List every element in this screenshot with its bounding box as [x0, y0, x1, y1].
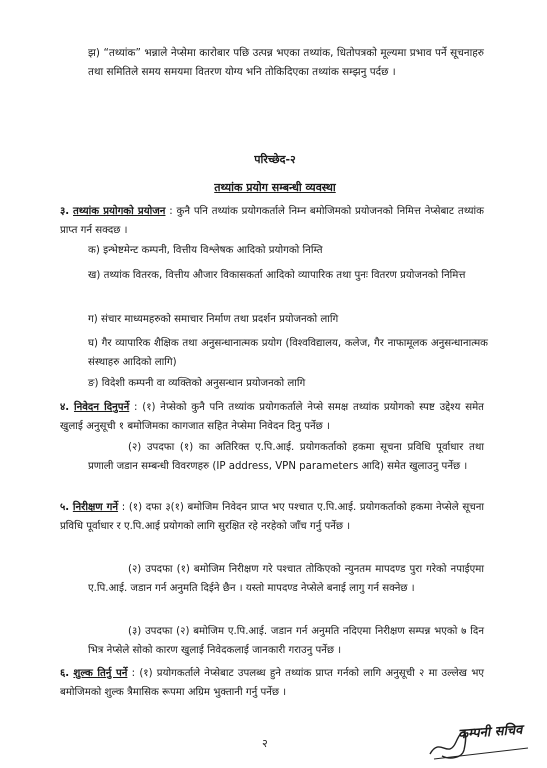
- clause-text: “तथ्यांक” भन्नाले नेप्सेमा कारोबार पछि उत्पन्न भएका तथ्यांक, धितोपत्रको मूल्यमा प्रभाव पर्ने सूचनाहरु तथा समितिले समय समयमा वितरण योग्य भनि तोकिदिएका तथ्यांक सम्झनु पर्दछ ।: [88, 47, 484, 78]
- section-3: [60, 202, 484, 240]
- chapter-subtitle: तथ्यांक प्रयोग सम्बन्धी व्यवस्था: [214, 181, 336, 194]
- item-text: तथ्यांक वितरक, वित्तीय औजार विकासकर्ता आदिको व्यापारिक तथा पुनः वितरण प्रयोजनको निमित्त: [103, 270, 466, 281]
- page-number: २: [262, 737, 268, 750]
- list-item: [88, 334, 488, 372]
- item-text: इन्भेष्टमेन्ट कम्पनी, वित्तीय विश्लेषक आदिको प्रयोगको निम्ति: [103, 245, 323, 256]
- section-text: : (१) प्रयोगकर्ताले नेप्सेबाट उपलब्ध हुने तथ्यांक प्राप्त गर्नको लागि अनुसूची २ मा उल्लेख भए बमोजिमको शुल्क त्रैमासिक रूपमा अग्रिम भुक्तानी गर्नु पर्नेछ ।: [60, 668, 484, 698]
- item-label: क): [88, 245, 100, 256]
- clause-label: झ): [88, 47, 100, 59]
- section-number: ३.: [60, 206, 70, 217]
- chapter-title: परिच्छेद-२: [254, 153, 296, 166]
- section-number: ६.: [60, 668, 70, 679]
- item-label: घ): [88, 338, 98, 349]
- item-text: विदेशी कम्पनी वा व्यक्तिको अनुसन्धान प्रयोजनको लागि: [101, 378, 306, 389]
- item-label: ख): [88, 270, 101, 281]
- list-item: [88, 266, 488, 285]
- section-6: [60, 664, 484, 702]
- signature-text: कम्पनी सचिव: [457, 722, 523, 743]
- section-text: : (१) दफा ३(१) बमोजिम निवेदन प्राप्त भए पश्चात ए.पि.आई. प्रयोगकर्ताको हकमा नेप्सेले सूचना प्रविधि पूर्वाधार र ए.पि.आई प्रयोगको लागि सुरक्षित रहे नरहेको जाँच गर्नु पर्नेछ ।: [60, 502, 484, 532]
- clause-jha: [88, 44, 484, 82]
- section-heading: निरीक्षण गर्ने: [72, 502, 119, 513]
- item-text: गैर व्यापारिक शैक्षिक तथा अनुसन्धानात्मक प्रयोग (विश्वविद्यालय, कलेज, गैर नाफामूलक अनुसन्धानात्मक संस्थाहरु आदिको लागि): [88, 338, 488, 368]
- section-heading: तथ्यांक प्रयोगको प्रयोजन: [73, 206, 166, 217]
- section-heading: निवेदन दिनुपर्ने: [73, 402, 130, 413]
- item-label: ग): [88, 314, 98, 325]
- section-5-sub-2: (२) उपदफा (१) बमोजिम निरीक्षण गरे पश्चात तोकिएको न्युनतम मापदण्ड पुरा गरेको नपाईएमा ए.पि.आई. जडान गर्न अनुमति दिईने छैन । यस्तो मापदण्ड नेप्सेले बनाई लागु गर्न सक्नेछ ।: [88, 564, 484, 594]
- list-item: [88, 310, 488, 329]
- section-number: ५.: [60, 502, 70, 513]
- item-label: ङ): [88, 378, 99, 389]
- section-5-sub-3: (३) उपदफा (२) बमोजिम ए.पि.आई. जडान गर्न अनुमति नदिएमा निरीक्षण सम्पन्न भएको ७ दिन भित्र नेप्सेले सोको कारण खुलाई निवेदकलाई जानकारी गराउनु पर्नेछ ।: [88, 626, 484, 656]
- list-item: [88, 241, 488, 260]
- section-5: [60, 498, 484, 536]
- section-text: : कुनै पनि तथ्यांक प्रयोगकर्ताले निम्न बमोजिमको प्रयोजनको निमित्त नेप्सेबाट तथ्यांक प्राप्त गर्न सक्दछ ।: [60, 206, 484, 236]
- section-heading: शुल्क तिर्नु पर्ने: [73, 668, 128, 679]
- list-item: [88, 374, 488, 393]
- section-number: ४.: [60, 402, 70, 413]
- section-text: : (१) नेप्सेको कुनै पनि तथ्यांक प्रयोगकर्ताले नेप्से समक्ष तथ्यांक प्रयोगको स्पष्ट उद्देश्य समेत खुलाई अनुसूची १ बमोजिमका कागजात सहित नेप्सेमा निवेदन दिनु पर्नेछ ।: [60, 402, 484, 432]
- section-4: [60, 398, 484, 436]
- section-4-sub-2: (२) उपदफा (१) का अतिरिक्त ए.पि.आई. प्रयोगकर्ताको हकमा सूचना प्रविधि पूर्वाधार तथा प्रणाली जडान सम्बन्धी विवरणहरु (IP address, VPN parameters आदि) समेत खुलाउनु पर्नेछ ।: [88, 442, 484, 472]
- signature-stamp: [428, 722, 533, 762]
- item-text: संचार माध्यमहरुको समाचार निर्माण तथा प्रदर्शन प्रयोजनको लागि: [100, 314, 339, 325]
